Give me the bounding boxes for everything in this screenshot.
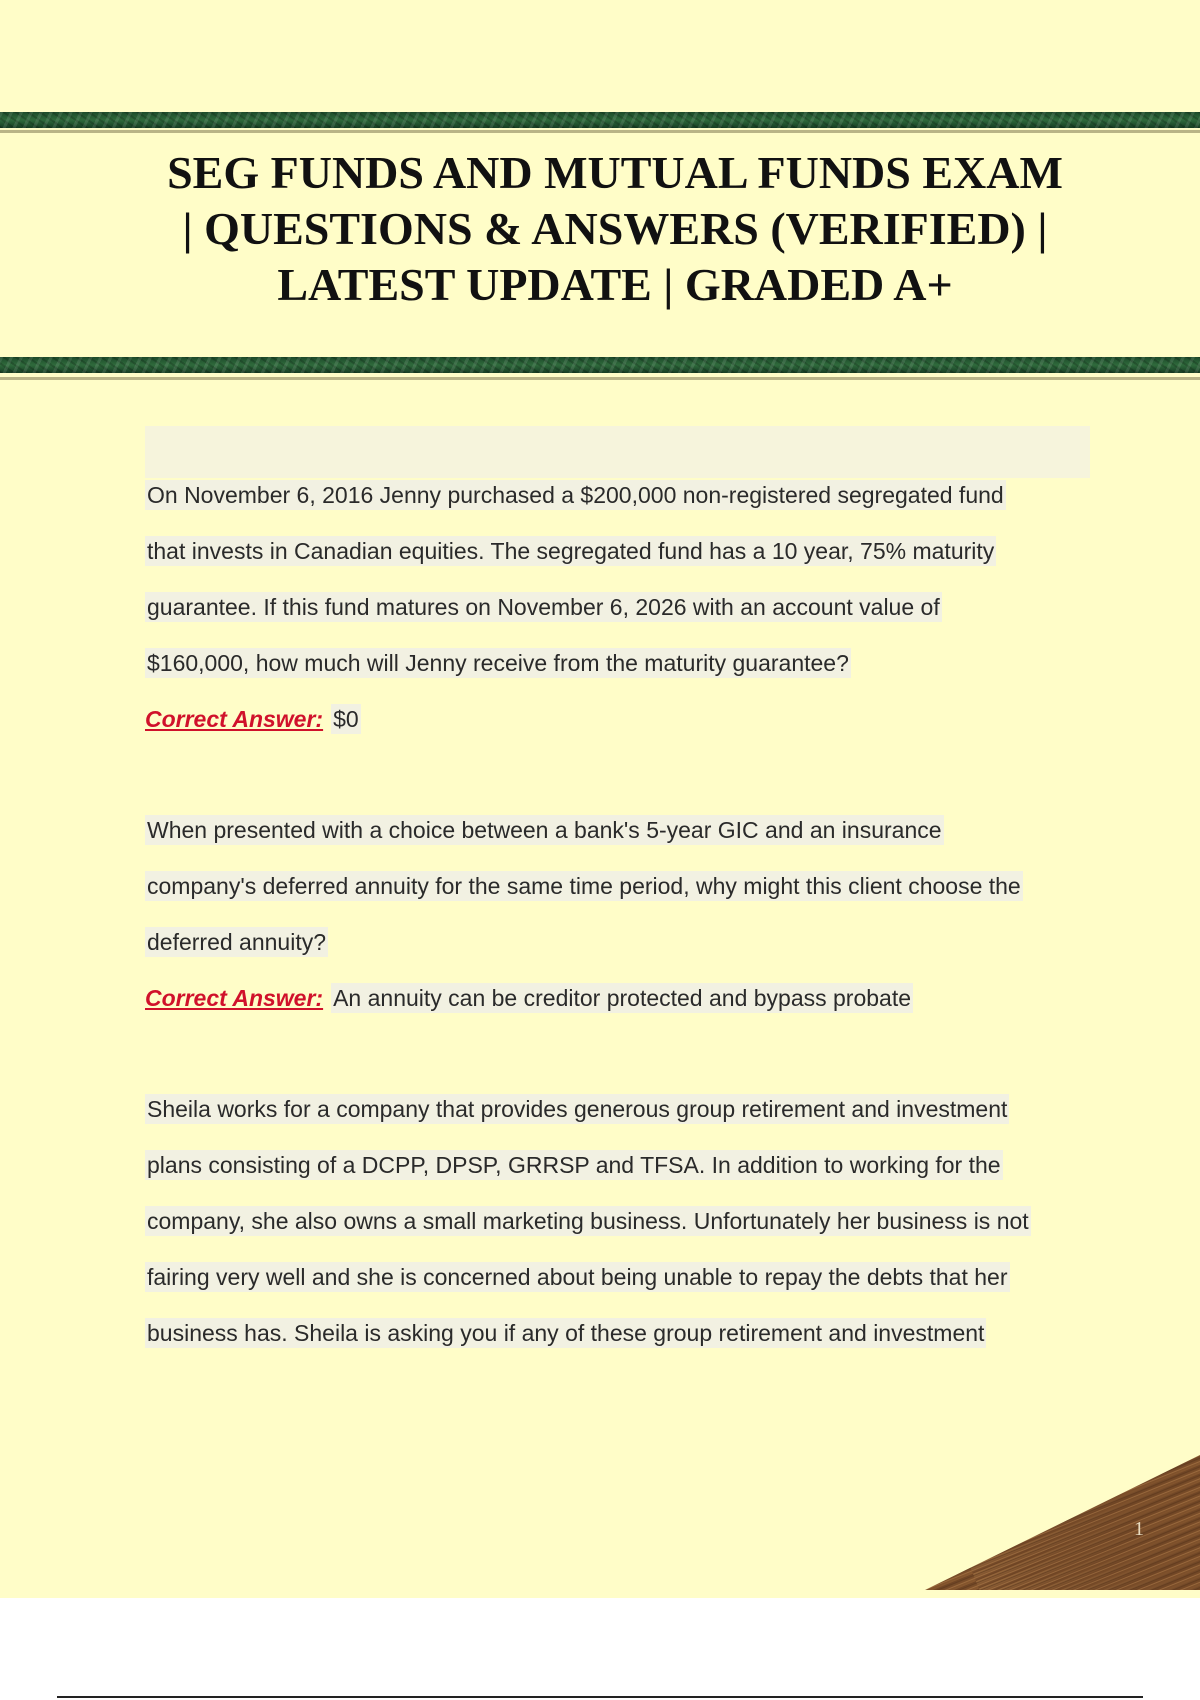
question-line [145, 1140, 1095, 1196]
top-decorative-band [0, 112, 1200, 128]
question-text: On November 6, 2016 Jenny purchased a $200,000 non-registered segregated fund [147, 482, 1004, 508]
top-rule [0, 130, 1200, 133]
question-text: business has. Sheila is asking you if any of these group retirement and investment [147, 1320, 985, 1346]
question-line [145, 1084, 1095, 1140]
question-line [145, 638, 1095, 694]
document-title [120, 145, 1110, 313]
question-text: When presented with a choice between a bank's 5-year GIC and an insurance [147, 817, 942, 843]
question-text: fairing very well and she is concerned about being unable to repay the debts that her [147, 1264, 1008, 1290]
question-line [145, 861, 1095, 917]
question-line [145, 1196, 1095, 1252]
bottom-rule [0, 377, 1200, 380]
question-line [145, 582, 1095, 638]
bottom-decorative-band [0, 357, 1200, 373]
wood-corner-decoration [925, 1455, 1200, 1590]
question-block [145, 805, 1095, 1029]
correct-answer-label: Correct Answer: [145, 706, 324, 732]
question-text: plans consisting of a DCPP, DPSP, GRRSP and TFSA. In addition to working for the [147, 1152, 1001, 1178]
question-line [145, 917, 1095, 973]
spacer [145, 750, 1095, 805]
question-line [145, 470, 1095, 526]
title-line: SEG FUNDS AND MUTUAL FUNDS EXAM [167, 147, 1063, 198]
question-text: company, she also owns a small marketing business. Unfortunately her business is not [147, 1208, 1029, 1234]
page-number: 1 [1134, 1518, 1144, 1540]
question-line [145, 1252, 1095, 1308]
question-text: deferred annuity? [147, 929, 327, 955]
spacer [145, 1029, 1095, 1084]
qa-content [145, 470, 1095, 1364]
answer-line [145, 973, 1095, 1029]
question-line [145, 805, 1095, 861]
footer-rule [57, 1696, 1143, 1698]
title-line: LATEST UPDATE | GRADED A+ [277, 259, 953, 310]
question-text: guarantee. If this fund matures on November 6, 2026 with an account value of [147, 594, 940, 620]
question-line [145, 526, 1095, 582]
answer-text: $0 [333, 706, 359, 732]
answer-text: An annuity can be creditor protected and bypass probate [333, 985, 912, 1011]
question-text: company's deferred annuity for the same time period, why might this client choose the [147, 873, 1021, 899]
question-line [145, 1308, 1095, 1364]
title-line: | QUESTIONS & ANSWERS (VERIFIED) | [182, 203, 1048, 254]
question-text: $160,000, how much will Jenny receive from the maturity guarantee? [147, 650, 849, 676]
question-text: Sheila works for a company that provides generous group retirement and investment [147, 1096, 1008, 1122]
question-block [145, 470, 1095, 750]
answer-line [145, 694, 1095, 750]
question-text: that invests in Canadian equities. The segregated fund has a 10 year, 75% maturity [147, 538, 995, 564]
correct-answer-label: Correct Answer: [145, 985, 324, 1011]
question-block [145, 1084, 1095, 1364]
